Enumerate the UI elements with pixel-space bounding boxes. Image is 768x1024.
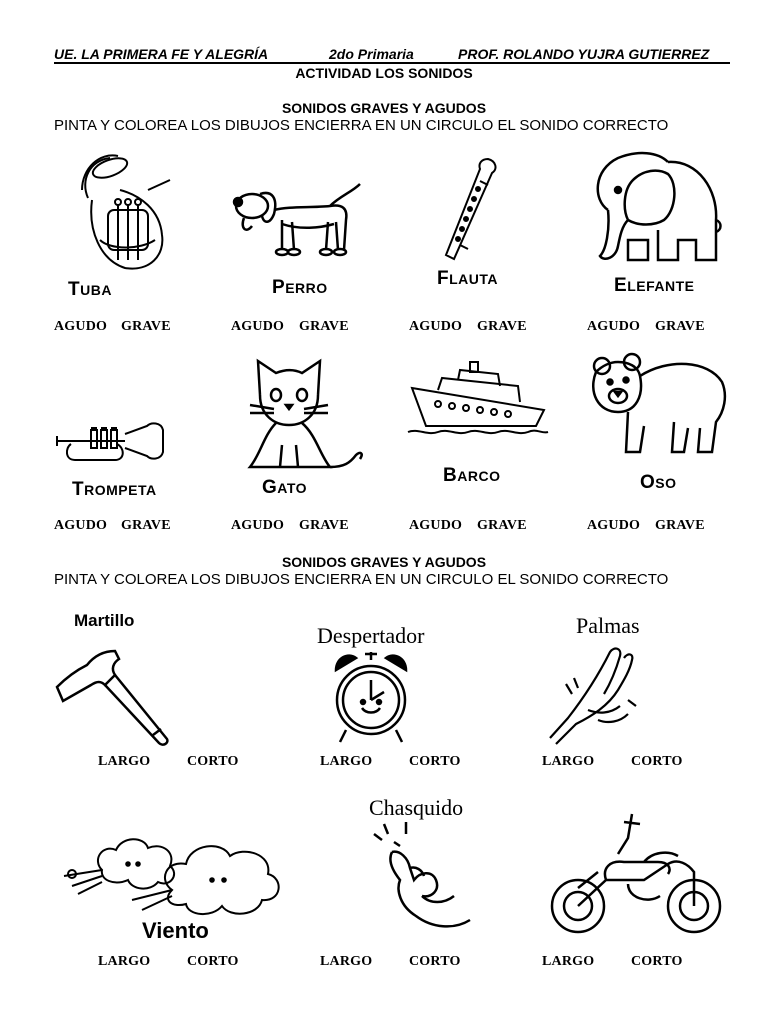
option-grave-gato[interactable]: GRAVE [299, 518, 349, 533]
label-trompeta: TROMPETA [72, 479, 157, 500]
option-corto-moto[interactable]: CORTO [631, 954, 683, 969]
option-grave-trompeta[interactable]: GRAVE [121, 518, 171, 533]
option-corto-viento[interactable]: CORTO [187, 954, 239, 969]
label-gato: GATO [262, 477, 308, 498]
cat-icon [240, 355, 370, 475]
bear-icon [588, 352, 728, 462]
activity-title: ACTIVIDAD LOS SONIDOS [295, 65, 473, 81]
option-grave-barco[interactable]: GRAVE [477, 518, 527, 533]
label-elefante: ELEFANTE [614, 275, 695, 296]
option-largo-martillo[interactable]: LARGO [98, 754, 151, 769]
trumpet-icon [55, 420, 170, 465]
option-corto-martillo[interactable]: CORTO [187, 754, 239, 769]
hammer-icon [55, 645, 175, 750]
option-agudo-barco[interactable]: AGUDO [409, 518, 463, 533]
option-largo-palmas[interactable]: LARGO [542, 754, 595, 769]
option-grave-tuba[interactable]: GRAVE [121, 319, 171, 334]
motorcycle-icon [548, 808, 728, 938]
label-perro: PERRO [272, 277, 328, 298]
section2-instruction: PINTA Y COLOREA LOS DIBUJOS ENCIERRA EN UN CIRCULO EL SONIDO CORRECTO [54, 571, 669, 588]
wind-icon [62, 830, 312, 925]
elephant-icon [588, 150, 723, 270]
option-agudo-tuba[interactable]: AGUDO [54, 319, 108, 334]
option-grave-perro[interactable]: GRAVE [299, 319, 349, 334]
option-grave-flauta[interactable]: GRAVE [477, 319, 527, 334]
dog-icon [230, 180, 370, 270]
option-grave-elefante[interactable]: GRAVE [655, 319, 705, 334]
label-flauta: FLAUTA [437, 268, 499, 289]
option-largo-despertador[interactable]: LARGO [320, 754, 373, 769]
option-grave-oso[interactable]: GRAVE [655, 518, 705, 533]
school-name: UE. LA PRIMERA FE Y ALEGRÍA [54, 46, 269, 62]
grade-label: 2do Primaria [329, 46, 414, 62]
label-oso: OSO [640, 472, 677, 493]
section1-instruction: PINTA Y COLOREA LOS DIBUJOS ENCIERRA EN UN CIRCULO EL SONIDO CORRECTO [54, 117, 669, 134]
ship-icon [408, 360, 548, 440]
option-largo-viento[interactable]: LARGO [98, 954, 151, 969]
label-palmas: Palmas [576, 613, 640, 638]
option-agudo-trompeta[interactable]: AGUDO [54, 518, 108, 533]
section1-heading: SONIDOS GRAVES Y AGUDOS [281, 100, 487, 116]
label-despertador: Despertador [317, 623, 425, 648]
finger-snap-icon [370, 820, 480, 935]
option-corto-despertador[interactable]: CORTO [409, 754, 461, 769]
option-largo-chasquido[interactable]: LARGO [320, 954, 373, 969]
option-corto-chasquido[interactable]: CORTO [409, 954, 461, 969]
option-agudo-flauta[interactable]: AGUDO [409, 319, 463, 334]
clapping-hands-icon [548, 640, 638, 745]
option-largo-moto[interactable]: LARGO [542, 954, 595, 969]
teacher-name: PROF. ROLANDO YUJRA GUTIERREZ [458, 46, 710, 62]
label-tuba: TUBA [68, 279, 112, 300]
label-martillo: Martillo [74, 611, 135, 630]
alarm-clock-icon [332, 650, 410, 745]
header-underline [54, 62, 730, 64]
label-chasquido: Chasquido [369, 795, 464, 820]
label-viento: Viento [142, 918, 209, 943]
option-corto-palmas[interactable]: CORTO [631, 754, 683, 769]
tuba-icon [70, 150, 180, 280]
label-barco: BARCO [443, 465, 501, 486]
option-agudo-oso[interactable]: AGUDO [587, 518, 641, 533]
option-agudo-perro[interactable]: AGUDO [231, 319, 285, 334]
section2-heading: SONIDOS GRAVES Y AGUDOS [281, 554, 487, 570]
option-agudo-elefante[interactable]: AGUDO [587, 319, 641, 334]
option-agudo-gato[interactable]: AGUDO [231, 518, 285, 533]
flute-icon [440, 155, 500, 265]
